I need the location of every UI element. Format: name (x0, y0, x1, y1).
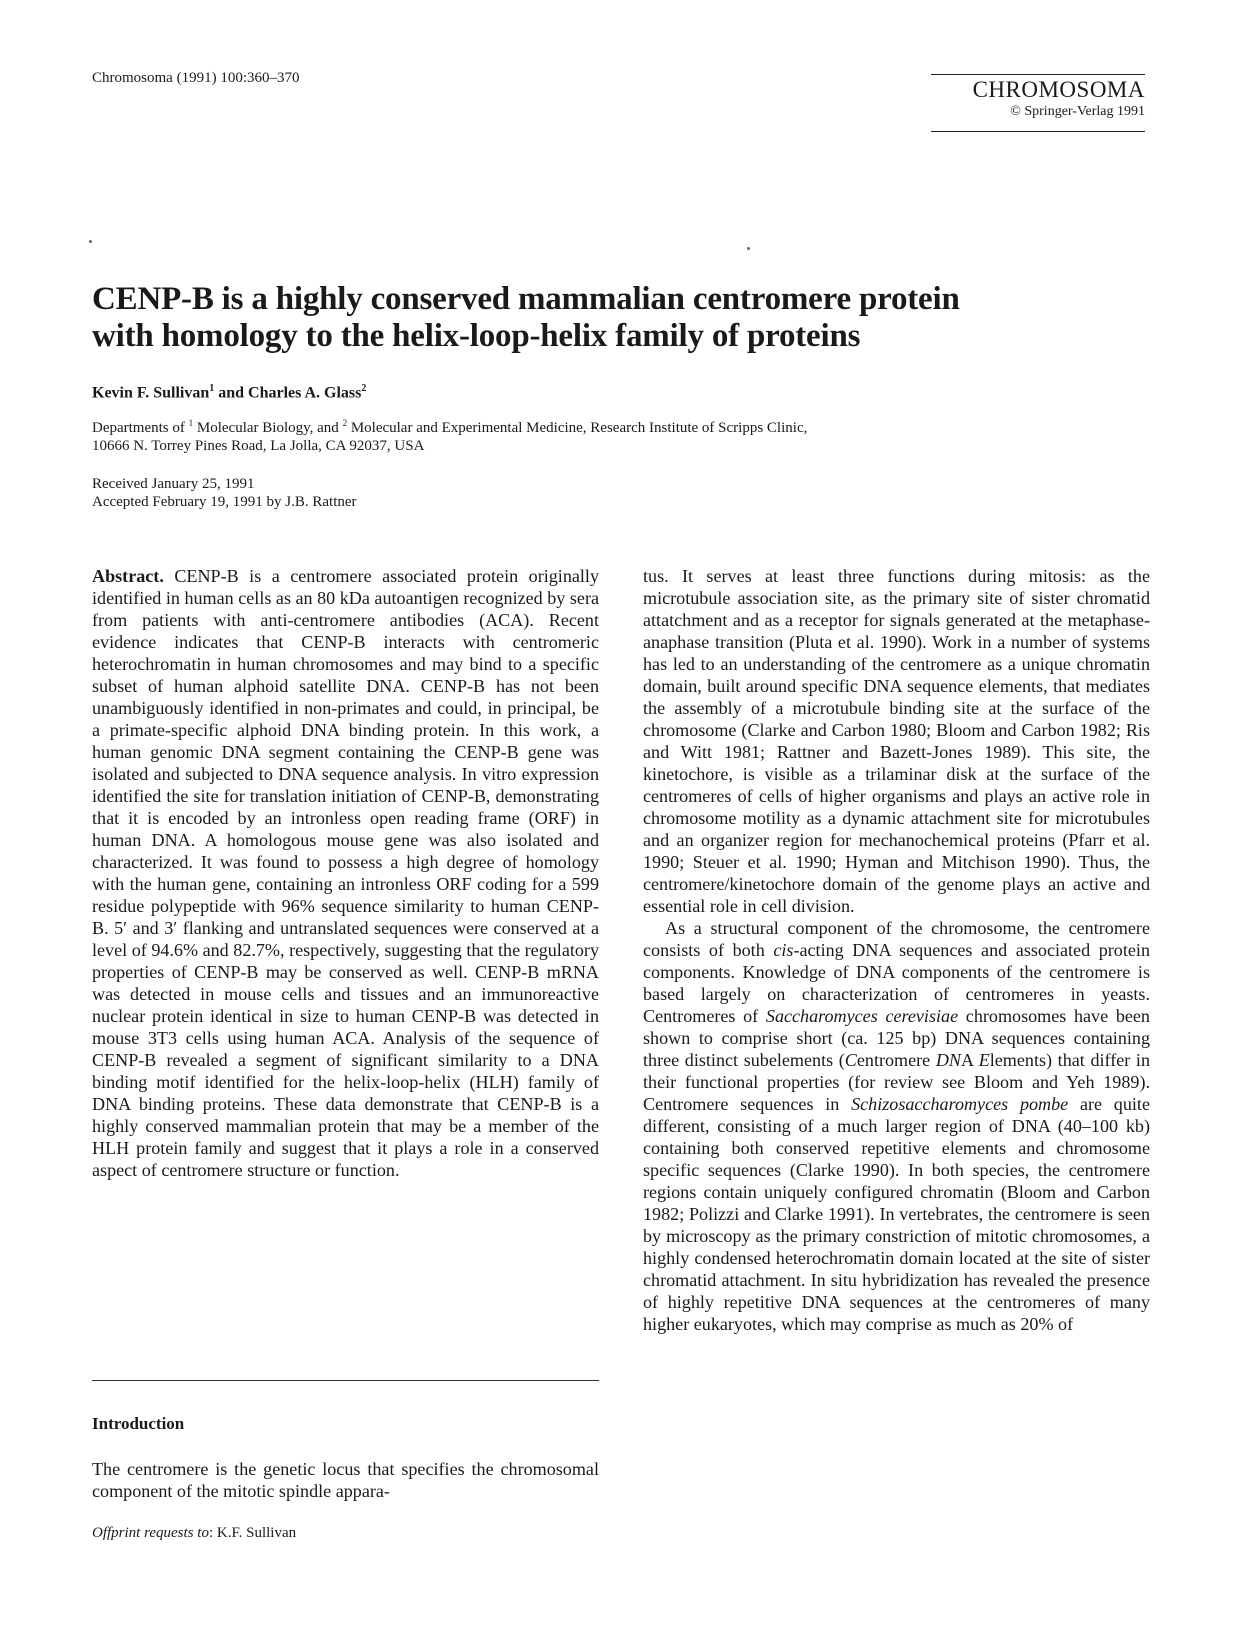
copyright-notice: © Springer-Verlag 1991 (1010, 104, 1145, 119)
history-dates (92, 475, 357, 511)
journal-masthead (931, 74, 1145, 132)
body-text: -acting DNA sequences and associated protein components. Knowledge of DNA components of the centromere is based largely on characterization of centromeres in yeasts. Centromeres of (643, 940, 1150, 1026)
footnote-label: Offprint requests to (92, 1525, 209, 1541)
footnote-name: K.F. Sullivan (216, 1525, 297, 1541)
paragraph: tus. It serves at least three functions during mitosis: as the microtubule association site, as the primary site of sister chromatid attatchment and as a receptor for signals generated at the metaphase-anaphase transition (Pluta et al. 1990). Work in a number of systems has led to an understanding of the centromere as a unique chromatin domain, built around specific DNA sequence elements, that mediates the assembly of a microtubule binding site at the surface of the chromosome (Clarke and Carbon 1980; Bloom and Carbon 1982; Ris and Witt 1981; Rattner and Bazett-Jones 1989). This site, the kinetochore, is visible as a trilaminar disk at the surface of the centromeres of cells of higher organisms and plays an active role in chromosome motility as a dynamic attachment site for microtubules and an organizer region for mechanochemical proteins (Pfarr et al. 1990; Steuer et al. 1990; Hyman and Mitchison 1990). Thus, the centromere/kinetochore domain of the genome plays an active and essential role in cell division. (643, 566, 1150, 916)
author-conjunction: and (214, 384, 249, 402)
paragraph: The centromere is the genetic locus that specifies the chromosomal component of the mitotic spindle appara- (92, 1459, 599, 1501)
journal-citation: Chromosoma (1991) 100:360–370 (92, 70, 300, 86)
author-name: Kevin F. Sullivan (92, 384, 210, 402)
article-title (92, 281, 1092, 355)
affiliation-text: Departments of (92, 420, 189, 436)
abstract (92, 565, 599, 1181)
body-text: lements) that differ in their functional properties (for review see Bloom and Yeh 1989). Centromere sequences in (643, 1050, 1150, 1114)
body-text: As a structural component of the chromosome, the centromere consists of both (643, 918, 1150, 960)
right-column-body (643, 565, 1150, 1335)
print-speck (89, 240, 92, 243)
body-text: chromosomes have been shown to comprise short (ca. 125 bp) DNA sequences containing three distinct subelements ( (643, 1006, 1150, 1070)
footnote-separator: : (208, 1525, 217, 1541)
abstract-text: CENP-B is a centromere associated protein originally identified in human cells as an 80 kDa autoantigen recognized by sera from patients with anti-centromere antibodies (ACA). Recent evidence indicates that CENP-B interacts with centromeric heterochromatin in human chromosomes and may bind to a specific subset of human alphoid satellite DNA. CENP-B has not been unambiguously identified in non-primates and could, in principal, be a primate-specific alphoid DNA binding protein. In this work, a human genomic DNA segment containing the CENP-B gene was isolated and subjected to DNA sequence analysis. In vitro expression identified the site for translation initiation of CENP-B, demonstrating that it is encoded by an intronless open reading frame (ORF) in human DNA. A homologous mouse gene was also isolated and characterized. It was found to possess a high degree of homology with the human gene, containing an intronless ORF coding for a 599 residue polypeptide with 96% sequence similarity to human CENP-B. 5′ and 3′ flanking and untranslated sequences were conserved at a level of 94.6% and 82.7%, respectively, suggesting that the regulatory properties of CENP-B may be conserved as well. CENP-B mRNA was detected in mouse cells and tissues and an immunoreactive nuclear protein identical in size to human CENP-B was detected in mouse 3T3 cells using human ACA. Analysis of the sequence of CENP-B revealed a segment of significant similarity to a DNA binding motif identified for the helix-loop-helix (HLH) family of DNA binding proteins. These data demonstrate that CENP-B is a highly conserved mammalian protein that may be a member of the HLH protein family and suggest that it plays a role in a conserved aspect of centromere structure or function. (92, 566, 599, 1180)
title-line: with homology to the helix-loop-helix family of proteins (92, 318, 861, 354)
journal-name: CHROMOSOMA (972, 77, 1145, 102)
body-text: are quite different, consisting of a much larger region of DNA (40–100 kb) containing both conserved repetitive elements and chromosome specific sequences (Clarke 1990). In both species, the centromere regions contain uniquely configured chromatin (Bloom and Carbon 1982; Polizzi and Clarke 1991). In vertebrates, the centromere is seen by microscopy as the primary constriction of mitotic chromosomes, a highly condensed heterochromatin domain located at the site of sister chromatid attachment. In situ hybridization has revealed the presence of highly repetitive DNA sequences at the centromeres of many higher eukaryotes, which may comprise as much as 20% of (643, 1094, 1150, 1334)
italic-term: E (978, 1050, 990, 1070)
affiliation-address: 10666 N. Torrey Pines Road, La Jolla, CA 92037, USA (92, 438, 425, 454)
affiliation-marker: 1 (188, 418, 194, 428)
italic-term: cis (773, 940, 794, 960)
accepted-date: Accepted February 19, 1991 by J.B. Rattner (92, 494, 357, 510)
received-date: Received January 25, 1991 (92, 476, 255, 492)
offprint-footnote (92, 1525, 296, 1542)
affiliation-marker: 1 (209, 383, 215, 394)
italic-term: C (844, 1050, 857, 1070)
section-heading-introduction: Introduction (92, 1414, 185, 1433)
italic-term: DN (935, 1050, 961, 1070)
affiliation-text: Molecular and Experimental Medicine, Research Institute of Scripps Clinic, (347, 420, 808, 436)
affiliation-marker: 2 (342, 418, 348, 428)
affiliation-line (92, 414, 1152, 437)
author-name: Charles A. Glass (248, 384, 362, 402)
body-text: A (960, 1050, 979, 1070)
title-line: CENP-B is a highly conserved mammalian centromere protein (92, 281, 960, 317)
author-list (92, 383, 366, 402)
paragraph (643, 917, 1150, 1335)
masthead-top-rule (931, 74, 1145, 75)
affiliations (92, 414, 1152, 455)
print-speck (747, 247, 750, 250)
affiliation-marker: 2 (361, 383, 367, 394)
species-name: Schizosaccharomyces pombe (851, 1094, 1069, 1114)
masthead-bottom-rule (931, 131, 1145, 132)
body-text: entromere (856, 1050, 936, 1070)
species-name: Saccharomyces cerevisiae (765, 1006, 959, 1026)
introduction-text (92, 1458, 599, 1502)
section-divider (92, 1380, 599, 1381)
affiliation-text: Molecular Biology, and (193, 420, 343, 436)
abstract-label: Abstract. (92, 566, 164, 586)
